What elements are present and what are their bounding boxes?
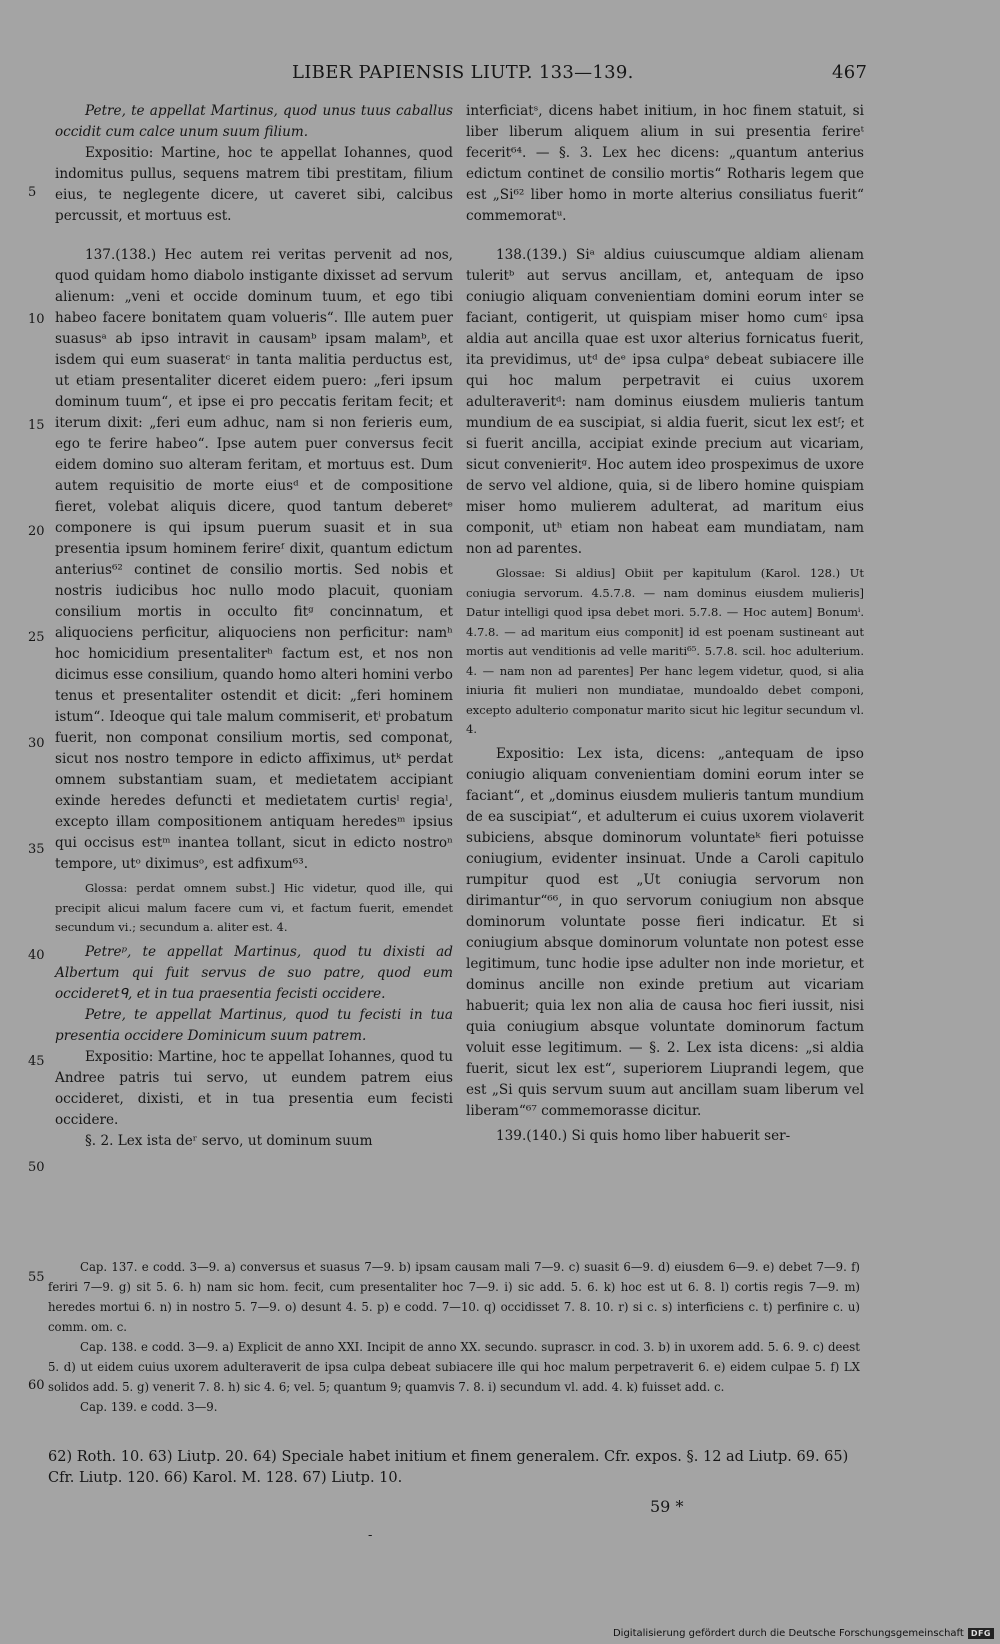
running-header-title: LIBER PAPIENSIS LIUTP. 133—139. [292, 62, 634, 83]
dfg-logo: DFG [968, 1628, 994, 1639]
formula-paragraph: Petre, te appellat Martinus, quod unus tuus caballus occidit cum calce unum suum filium. [55, 103, 453, 140]
footnote-block: Cap. 137. e codd. 3—9. a) conversus et suasus 7—9. b) ipsam causam mali 7—9. c) suasit 6—9. d) eiusdem 6—9. e) debet 7—9. f) feriri 7—9. g) sit 5. 6. h) nam sic hom. fecit, cum presentaliter hoc 7—9. i) sic add. 5. 6. k) hoc est ut 6. 8. l) cortis regis 7—9. m) heredes mortui 6. n) in nostro 5. 7—9. o) desunt 4. 5. p) e codd. 7—10. q) occidisset 7. 8. 10. r) si c. s) interficiens c. t) perfinire c. u) comm. om. c. [48, 1260, 860, 1334]
footnote-block: Cap. 138. e codd. 3—9. a) Explicit de anno XXI. Incipit de anno XX. secundo. suprascr. in cod. 3. b) in uxorem add. 5. 6. 9. c) deest 5. d) ut eidem cuius uxorem adulteraverit de ipsa culpa debeat subiacere ille qui hoc malum perpetraverit 6. e) eidem culpae 5. f) LX solidos add. 5. g) venerit 7. 8. h) sic 4. 6; vel. 5; quantum 9; quamvis 7. 8. i) secundum vl. add. 4. k) fuisset add. c. [48, 1340, 860, 1394]
signature-mark: 59 * [650, 1497, 684, 1516]
digitization-notice [613, 1628, 994, 1639]
glossa-paragraph: Glossa: perdat omnem subst.] Hic videtur, quod ille, qui precipit alicui malum facere cum vi, et factum fuerit, emendet secundum vi.; secundum a. aliter est. 4. [55, 881, 453, 934]
footnote-block: Cap. 139. e codd. 3—9. [80, 1400, 218, 1414]
glossae-paragraph: Glossae: Si aldius] Obiit per kapitulum (Karol. 128.) Ut coniugia servorum. 4.5.7.8. — nam dominus eiusdem mulieris] Datur intelligi quod ipsa debet mori. 5.7.8. — Hoc autem] Bonumⁱ. 4.7.8. — ad maritum eius componit] id est poenam sustineant aut mortis aut venditionis ad velle mariti⁶⁵. 5.7.8. scil. hoc adulterium. 4. — nam non ad parentes] Per hanc legem videtur, quod, si alia iniuria fit mulieri non mundiatae, mundoaldo debet componi, excepto adulterio componatur marito sicut hic legitur secundum vl. 4. [466, 566, 864, 736]
line-number: 15 [28, 418, 45, 433]
dash-mark: - [368, 1528, 373, 1543]
digitization-text: Digitalisierung gefördert durch die Deutsche Forschungsgemeinschaft [612, 1628, 964, 1639]
line-number: 5 [28, 185, 37, 200]
line-number: 60 [28, 1378, 45, 1393]
right-column [466, 101, 864, 1147]
line-number: 55 [28, 1270, 45, 1285]
expositio-paragraph: Expositio: Martine, hoc te appellat Iohannes, quod tu Andree patris tui servo, ut eundem patrem eius occideret, dixisti, et in tua presentia eum fecisti occidere. [55, 1048, 453, 1128]
reference-block: 62) Roth. 10. 63) Liutp. 20. 64) Speciale habet initium et finem generalem. Cfr. expos. §. 12 ad Liutp. 69. 65) Cfr. Liutp. 120. 66) Karol. M. 128. 67) Liutp. 10. [48, 1449, 849, 1486]
footnotes [48, 1257, 860, 1417]
line-number: 10 [28, 312, 45, 327]
line-number: 20 [28, 524, 45, 539]
line-number: 30 [28, 736, 45, 751]
page-number: 467 [832, 62, 868, 83]
formula-paragraph: Petre, te appellat Martinus, quod tu fecisti in tua presentia occidere Dominicum suum patrem. [55, 1006, 453, 1044]
law-137-paragraph: 137.(138.) Hec autem rei veritas pervenit ad nos, quod quidam homo diabolo instigante dixisset ad servum alienum: „veni et occide dominum tuum, et ego tibi habeo facere bonitatem quam volueris“. Ille autem puer suasusᵃ ab ipso intravit in causamᵇ ipsam malamᵇ, et isdem qui eum suaseratᶜ in tanta malitia perductus est, ut etiam presentaliter diceret eidem puero: „feri ipsum dominum tuum“, et ipse ei pro peccatis feritam fecit; et iterum dixit: „feri eum adhuc, nam si non ferieris eum, ego te ferire habeo“. Ipse autem puer conversus fecit eidem domino suo alteram feritam, et mortuus est. Dum autem requisitio de morte eiusᵈ et de compositione fieret, volebat aliquis dicere, quod tantum deberetᵉ componere is qui ipsum puerum suasit et in sua presentia ipsum hominem ferireᶠ dixit, quantum edictum anterius⁶² continet de consilio mortis. Sed nobis et nostris iudicibus hoc nullo modo placuit, quoniam consilium mortis in occulto fitᵍ concinnatum, et aliquociens perficitur, aliquociens non perficitur: namʰ hoc homicidium presentaliterʰ factum est, et nos non dicimus esse consilium, quando homo alteri homini verbo tenus et presentaliter ostendit et dicit: „feri hominem istum“. Ideoque qui tale malum commiserit, etⁱ probatum fuerit, non componat consilium mortis, sed componat, sicut nos nostro tempore in edicto affiximus, utᵏ perdat omnem substantiam suam, et medietatem accipiant exinde heredes defuncti et medietatem curtisˡ regiaˡ, excepto illam compositionem antiquam heredesᵐ ipsius qui occisus estᵐ inantea tollant, sicut in edicto nostroⁿ tempore, utᵒ diximusᵒ, est adfixum⁶³. [55, 247, 453, 872]
line-number: 50 [28, 1160, 45, 1175]
line-number: 40 [28, 948, 45, 963]
reference-notes [48, 1447, 860, 1489]
continuation-paragraph: interficiatˢ, dicens habet initium, in hoc finem statuit, si liber liberum aliquem alium in sui presentia ferireᵗ fecerit⁶⁴. — §. 3. Lex hec dicens: „quantum anterius edictum continet de consilio mortis“ Rotharis legem que est „Si⁶² liber homo in morte alterius consiliatus fuerit“ commemoratᵘ. [466, 103, 864, 224]
formula-paragraph: Petreᵖ, te appellat Martinus, quod tu dixisti ad Albertum qui fuit servus de suo patre, quod eum occideretᑫ, et in tua praesentia fecisti occidere. [55, 943, 453, 1002]
law-139-paragraph: 139.(140.) Si quis homo liber habuerit ser- [496, 1127, 791, 1144]
expositio-paragraph: Expositio: Martine, hoc te appellat Iohannes, quod indomitus pullus, sequens matrem tibi prestitam, filium eius, te neglegente dicere, ut caveret sibi, calcibus percussit, et mortuus est. [55, 145, 453, 224]
left-column [55, 101, 453, 1152]
line-number: 45 [28, 1054, 45, 1069]
expositio-paragraph: Expositio: Lex ista, dicens: „antequam de ipso coniugio aliquam convenientiam domini eorum inter se faciant“, et „dominus eiusdem mulieris tantum mundium de ea suscipiat“, et adulterum ei cuius uxorem violaverit subiciens, absque dominorum voluntateᵏ fieri potuisse coniugium, evidenter insinuat. Unde a Caroli capitulo rumpitur quod est „Ut coniugia servorum non dirimantur“⁶⁶, in quo servorum coniugium non absque dominorum voluntate posse fieri indicatur. Et si coniugium absque dominorum voluntate non potest esse legitimum, tunc hodie ipse adulter non inde morietur, et dominus ancille non exinde pretium aut vicariam habuerit; quia lex non alia de causa hoc fieri iussit, nisi quia coniugium absque voluntate dominorum factum voluit esse legitimum. — §. 2. Lex ista dicens: „si aldia fuerit, sicut lex est“, superiorem Liuprandi legem, que est „Si quis servum suum aut ancillam suam liberum vel liberam“⁶⁷ commemorasse dicitur. [466, 745, 864, 1119]
line-number: 25 [28, 630, 45, 645]
section-paragraph: §. 2. Lex ista deʳ servo, ut dominum suum [85, 1132, 373, 1149]
line-number: 35 [28, 842, 45, 857]
law-138-paragraph: 138.(139.) Siᵃ aldius cuiuscumque aldiam alienam tuleritᵇ aut servus ancillam, et, antequam de ipso coniugio aliquam convenientiam domini eorum inter se faciant, contigerit, ut quispiam miser homo cumᶜ ipsa aldia aut ancilla quae est uxor alterius fornicatus fuerit, ita previdimus, utᵈ deᵉ ipsa culpaᵉ debeat subiacere ille qui hoc malum perpetravit ei cuius uxorem adulteraveritᵈ: nam dominus eiusdem mulieris tantum mundium de ea suscipiat, si aldia fuerit, sicut lex estᶠ; et si fuerit ancilla, accipiat exinde precium aut vicariam, sicut convenieritᵍ. Hoc autem ideo prospeximus de uxore de servo vel aldione, quia, si de libero homine quispiam miser homo mulierem adulterat, ad maritum eius componit, utʰ etiam non habeat eam mundiatam, nam non ad parentes. [466, 247, 864, 557]
